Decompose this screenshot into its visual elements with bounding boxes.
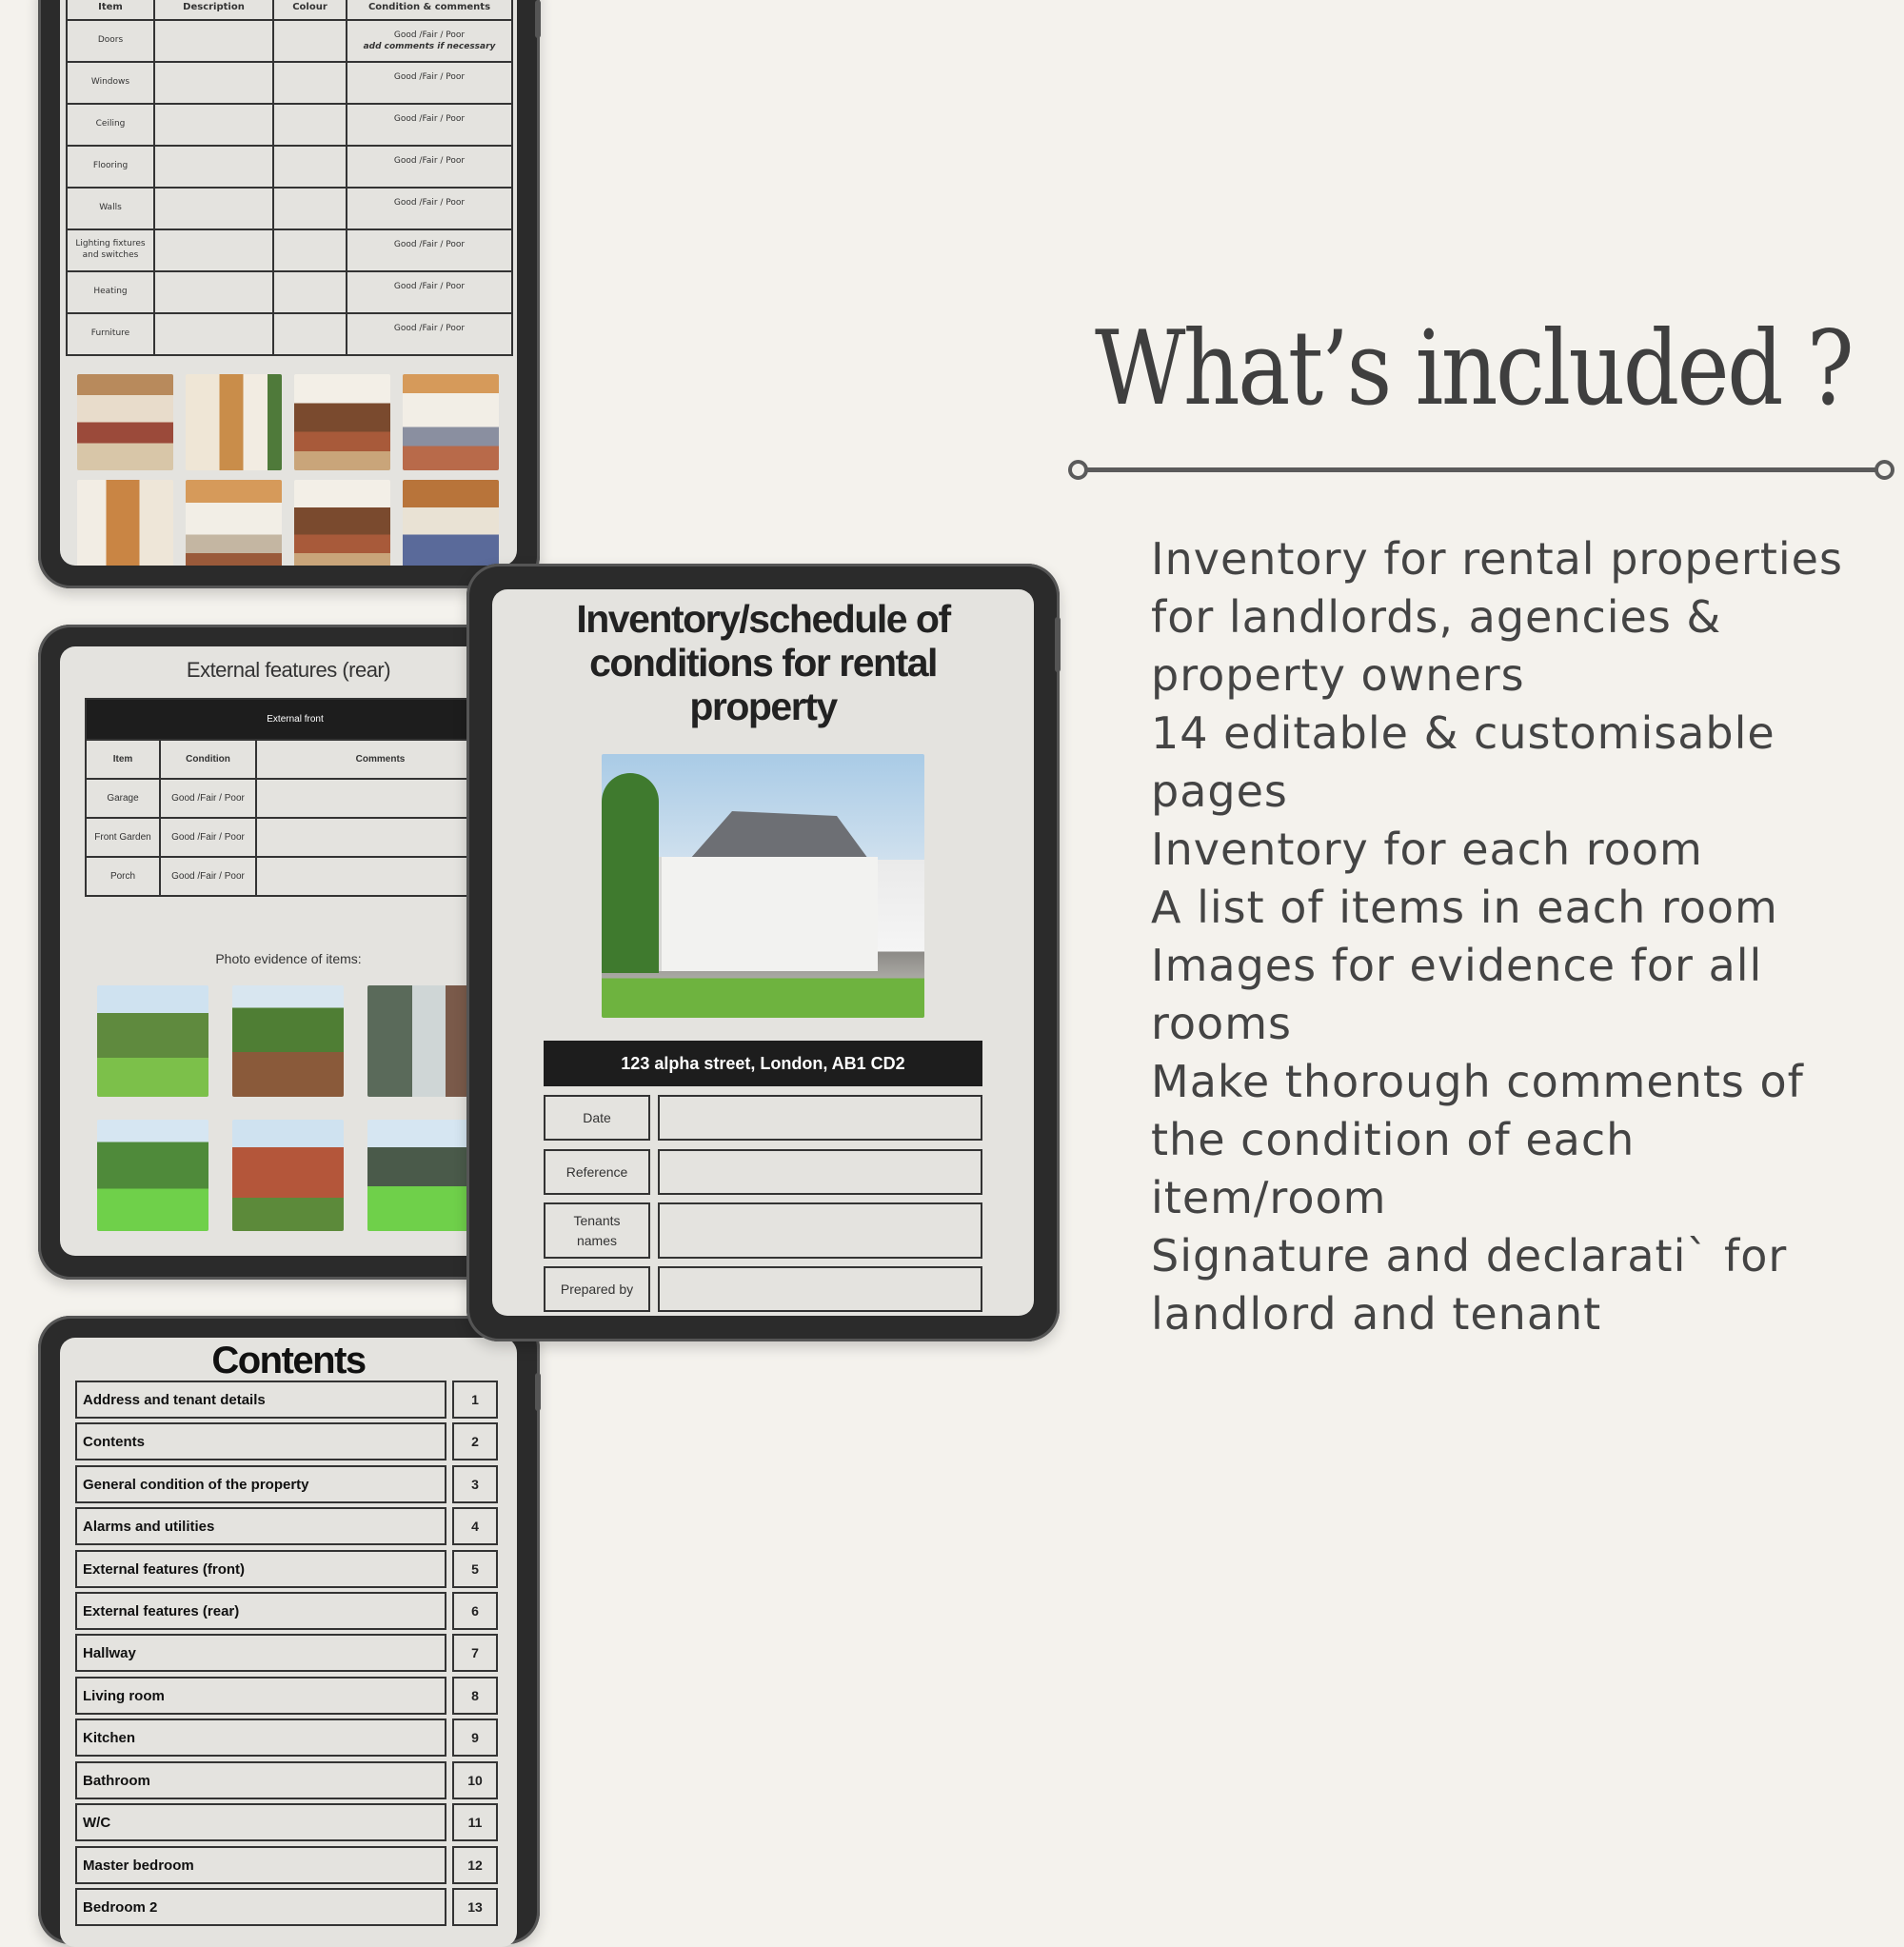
contents-item[interactable] xyxy=(75,1465,446,1503)
table-row xyxy=(67,313,512,355)
room-photo xyxy=(403,480,499,566)
prepared-by-field[interactable] xyxy=(658,1266,982,1312)
table-row xyxy=(67,20,512,62)
contents-label: Kitchen xyxy=(83,1729,136,1746)
colour-cell[interactable] xyxy=(273,188,347,229)
item-cell: Front Garden xyxy=(86,818,160,857)
contents-page: 13 xyxy=(452,1888,498,1926)
colour-cell[interactable] xyxy=(273,229,347,271)
contents-page: 2 xyxy=(452,1422,498,1460)
contents-label: General condition of the property xyxy=(83,1476,309,1493)
room-photo xyxy=(403,374,499,470)
row-label: Walls xyxy=(67,188,154,229)
feature-item: Inventory for each room xyxy=(1151,824,1703,875)
house-photo xyxy=(602,754,924,1018)
contents-page: 4 xyxy=(452,1507,498,1545)
contents-page: 11 xyxy=(452,1803,498,1841)
room-photo xyxy=(77,374,173,470)
row-label: Windows xyxy=(67,62,154,104)
contents-item[interactable] xyxy=(75,1381,446,1419)
external-banner: External front xyxy=(86,699,505,740)
garden-photo xyxy=(97,1120,208,1231)
table-row xyxy=(67,271,512,313)
contents-item[interactable] xyxy=(75,1846,446,1884)
table-row xyxy=(67,146,512,188)
contents-item[interactable] xyxy=(75,1761,446,1799)
col-description: Description xyxy=(154,0,273,20)
table-row xyxy=(86,818,505,857)
garden-photo xyxy=(232,985,344,1097)
table-row xyxy=(86,857,505,896)
comment-hint: add comments if necessary xyxy=(363,41,496,51)
room-photo xyxy=(294,480,390,566)
contents-page: 5 xyxy=(452,1550,498,1588)
cover-title: Inventory/schedule of conditions for rental property xyxy=(576,597,950,728)
description-cell[interactable] xyxy=(154,188,273,229)
condition-options: Good /Fair / Poor xyxy=(393,30,466,40)
colour-cell[interactable] xyxy=(273,271,347,313)
feature-item: Signature and declarati` for landlord and tenant xyxy=(1151,1230,1788,1340)
condition-cell[interactable] xyxy=(347,20,512,62)
condition-cell[interactable]: Good /Fair / Poor xyxy=(160,857,256,896)
contents-label: Master bedroom xyxy=(83,1857,194,1874)
divider-line xyxy=(1078,467,1885,472)
divider-dot-left xyxy=(1068,460,1088,480)
contents-page: 8 xyxy=(452,1677,498,1715)
colour-cell[interactable] xyxy=(273,62,347,104)
table-row xyxy=(67,104,512,146)
contents-screen xyxy=(60,1338,517,1947)
condition-cell[interactable]: Good /Fair / Poor xyxy=(347,229,512,271)
row-label: Doors xyxy=(67,20,154,62)
contents-page: 7 xyxy=(452,1634,498,1672)
room-photo xyxy=(186,480,282,566)
contents-item[interactable] xyxy=(75,1592,446,1630)
contents-label: Contents xyxy=(83,1433,145,1450)
table-row xyxy=(67,62,512,104)
garden-photo xyxy=(97,985,208,1097)
divider-dot-right xyxy=(1874,460,1894,480)
description-cell[interactable] xyxy=(154,62,273,104)
contents-page: 6 xyxy=(452,1592,498,1630)
photo-evidence-label: Photo evidence of items: xyxy=(215,951,362,966)
contents-item[interactable] xyxy=(75,1550,446,1588)
condition-cell[interactable]: Good /Fair / Poor xyxy=(160,779,256,818)
room-photo xyxy=(186,374,282,470)
tablet-contents xyxy=(38,1316,540,1944)
col-item: Item xyxy=(86,740,160,779)
contents-label: External features (rear) xyxy=(83,1602,240,1619)
description-cell[interactable] xyxy=(154,313,273,355)
garden-photo xyxy=(367,1120,479,1231)
col-item: Item xyxy=(67,0,154,20)
description-cell[interactable] xyxy=(154,229,273,271)
table-row xyxy=(86,779,505,818)
feature-item: A list of items in each room xyxy=(1151,882,1778,933)
contents-label: External features (front) xyxy=(83,1560,246,1578)
contents-label: Alarms and utilities xyxy=(83,1518,215,1535)
room-inventory-screen xyxy=(60,0,517,566)
col-condition: Condition & comments xyxy=(347,0,512,20)
contents-title: Contents xyxy=(211,1340,366,1381)
reference-field[interactable] xyxy=(658,1149,982,1195)
address-banner: 123 alpha street, London, AB1 CD2 xyxy=(544,1041,982,1086)
heading-divider xyxy=(1068,460,1894,479)
row-label: Flooring xyxy=(67,146,154,188)
contents-page: 1 xyxy=(452,1381,498,1419)
row-label: Heating xyxy=(67,271,154,313)
external-table xyxy=(85,698,506,897)
contents-label: Bedroom 2 xyxy=(83,1898,158,1916)
tenants-label: Tenants names xyxy=(544,1202,650,1259)
condition-cell[interactable]: Good /Fair / Poor xyxy=(347,104,512,146)
contents-label: Living room xyxy=(83,1687,165,1704)
garden-photo xyxy=(232,1120,344,1231)
contents-page: 12 xyxy=(452,1846,498,1884)
date-label: Date xyxy=(544,1095,650,1141)
external-title: External features (rear) xyxy=(186,658,391,682)
contents-page: 10 xyxy=(452,1761,498,1799)
col-colour: Colour xyxy=(273,0,347,20)
condition-cell[interactable]: Good /Fair / Poor xyxy=(160,818,256,857)
row-label: Ceiling xyxy=(67,104,154,146)
tree xyxy=(602,773,659,973)
row-label: Lighting fixtures and switches xyxy=(67,229,154,271)
contents-page: 3 xyxy=(452,1465,498,1503)
condition-cell[interactable]: Good /Fair / Poor xyxy=(347,188,512,229)
house-roof xyxy=(659,811,868,859)
contents-item[interactable] xyxy=(75,1422,446,1460)
contents-label: Hallway xyxy=(83,1644,136,1661)
contents-item[interactable] xyxy=(75,1719,446,1757)
description-cell[interactable] xyxy=(154,271,273,313)
room-photo xyxy=(77,480,173,566)
whats-included-heading: What’s included ? xyxy=(1095,309,1853,428)
date-field[interactable] xyxy=(658,1095,982,1141)
table-row xyxy=(67,229,512,271)
feature-item: 14 editable & customisable pages xyxy=(1151,707,1775,817)
feature-item: Make thorough comments of the condition of each item/room xyxy=(1151,1056,1804,1223)
colour-cell[interactable] xyxy=(273,20,347,62)
description-cell[interactable] xyxy=(154,104,273,146)
col-condition: Condition xyxy=(160,740,256,779)
contents-item[interactable] xyxy=(75,1507,446,1545)
contents-label: Address and tenant details xyxy=(83,1391,266,1408)
tablet-external-features xyxy=(38,625,540,1280)
house-wall xyxy=(659,857,878,971)
row-label: Furniture xyxy=(67,313,154,355)
description-cell[interactable] xyxy=(154,20,273,62)
contents-page: 9 xyxy=(452,1719,498,1757)
external-screen xyxy=(60,646,517,1256)
table-row xyxy=(67,188,512,229)
feature-item: Images for evidence for all rooms xyxy=(1151,940,1763,1049)
col-comments: Comments xyxy=(256,740,505,779)
feature-list xyxy=(1151,530,1894,1343)
tablet-cover xyxy=(466,564,1060,1341)
condition-cell[interactable]: Good /Fair / Poor xyxy=(347,62,512,104)
feature-item: Inventory for rental properties for landlords, agencies & property owners xyxy=(1151,533,1843,701)
tablet-room-inventory xyxy=(38,0,540,588)
cover-screen xyxy=(492,589,1034,1316)
garden-photo xyxy=(367,985,479,1097)
room-photo xyxy=(294,374,390,470)
description-cell[interactable] xyxy=(154,146,273,188)
contents-item[interactable] xyxy=(75,1634,446,1672)
item-cell: Garage xyxy=(86,779,160,818)
contents-label: Bathroom xyxy=(83,1772,150,1789)
condition-cell[interactable]: Good /Fair / Poor xyxy=(347,271,512,313)
tenants-field[interactable] xyxy=(658,1202,982,1259)
colour-cell[interactable] xyxy=(273,104,347,146)
condition-cell[interactable]: Good /Fair / Poor xyxy=(347,313,512,355)
item-cell: Porch xyxy=(86,857,160,896)
colour-cell[interactable] xyxy=(273,146,347,188)
contents-item[interactable] xyxy=(75,1677,446,1715)
contents-label: W/C xyxy=(83,1814,111,1831)
prepared-by-label: Prepared by xyxy=(544,1266,650,1312)
contents-item[interactable] xyxy=(75,1888,446,1926)
contents-item[interactable] xyxy=(75,1803,446,1841)
condition-cell[interactable]: Good /Fair / Poor xyxy=(347,146,512,188)
reference-label: Reference xyxy=(544,1149,650,1195)
room-table xyxy=(66,0,513,356)
colour-cell[interactable] xyxy=(273,313,347,355)
